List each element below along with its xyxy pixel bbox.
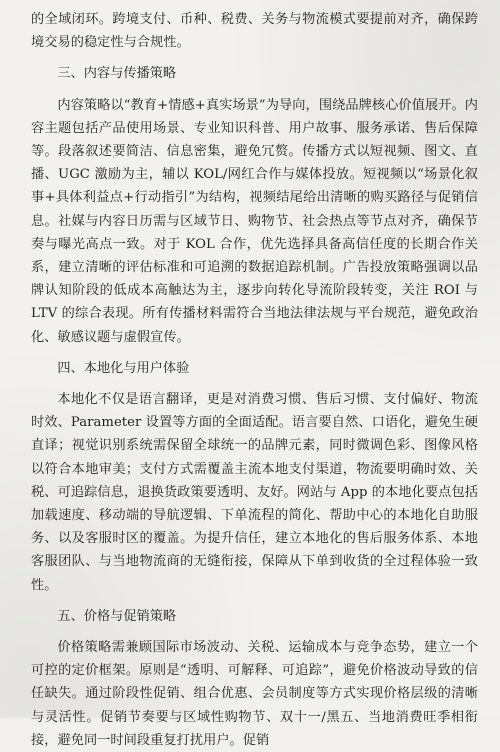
section-body-localization: 本地化不仅是语言翻译，更是对消费习惯、售后习惯、支付偏好、物流时效、Parameter 设置等方面的全面适配。语言要自然、口语化，避免生硬直译；视觉识别系统需保留全球统一的品牌元素，同时微调色彩、图像风格以符合本地审美；支付方式需覆盖主流本地支付渠道，物流要明确时效、关税、可追踪信息，退换货政策要透明、友好。网站与 App 的本地化要点包括加载速度、移动端的导航逻辑、下单流程的简化、帮助中心的本地化自助服务、以及客服时区的覆盖。为提升信任，建立本地化的售后服务体系、本地客服团队、与当地物流商的无缝衔接，保障从下单到收货的全过程体验一致性。	[31, 392, 478, 593]
section-heading-content-strategy: 三、内容与传播策略	[57, 66, 177, 82]
intro-paragraph: 的全域闭环。跨境支付、币种、税费、关务与物流模式要提前对齐，确保跨境交易的稳定性与合规性。	[31, 12, 478, 51]
section-heading-localization: 四、本地化与用户体验	[57, 360, 190, 376]
section-body-pricing: 价格策略需兼顾国际市场波动、关税、运输成本与竞争态势，建立一个可控的定价框架。原则是“透明、可解释、可追踪”，避免价格波动导致的信任缺失。通过阶段性促销、组合优惠、会员制度等方式实现价格层级的清晰与灵活性。促销节奏要与区域性购物节、双十一/黑五、当地消费旺季相衔接，避免同一时间段重复打扰用户。促销	[31, 640, 478, 748]
section-heading-pricing: 五、价格与促销策略	[57, 608, 177, 624]
section-body-content-strategy: 内容策略以“教育+情感+真实场景”为导向，围绕品牌核心价值展开。内容主题包括产品使用场景、专业知识科普、用户故事、服务承诺、售后保障等。段落叙述要简洁、信息密集，避免冗赘。传播方式以短视频、图文、直播、UGC 激励为主，辅以 KOL/网红合作与媒体投放。短视频以“场景化叙事+具体利益点+行动指引”为结构，视频结尾给出清晰的购买路径与促销信息。社媒与内容日历需与区域节日、购物节、社会热点等节点对齐，确保节奏与曝光高点一致。对于 KOL 合作，优先选择具备高信任度的长期合作关系，建立清晰的评估标准和可追溯的数据追踪机制。广告投放策略强调以品牌认知阶段的低成本高触达为主，逐步向转化导流阶段转变，关注 ROI 与 LTV 的综合表现。所有传播材料需符合当地法律法规与平台规范，避免政治化、敏感议题与虚假宣传。	[31, 97, 478, 345]
